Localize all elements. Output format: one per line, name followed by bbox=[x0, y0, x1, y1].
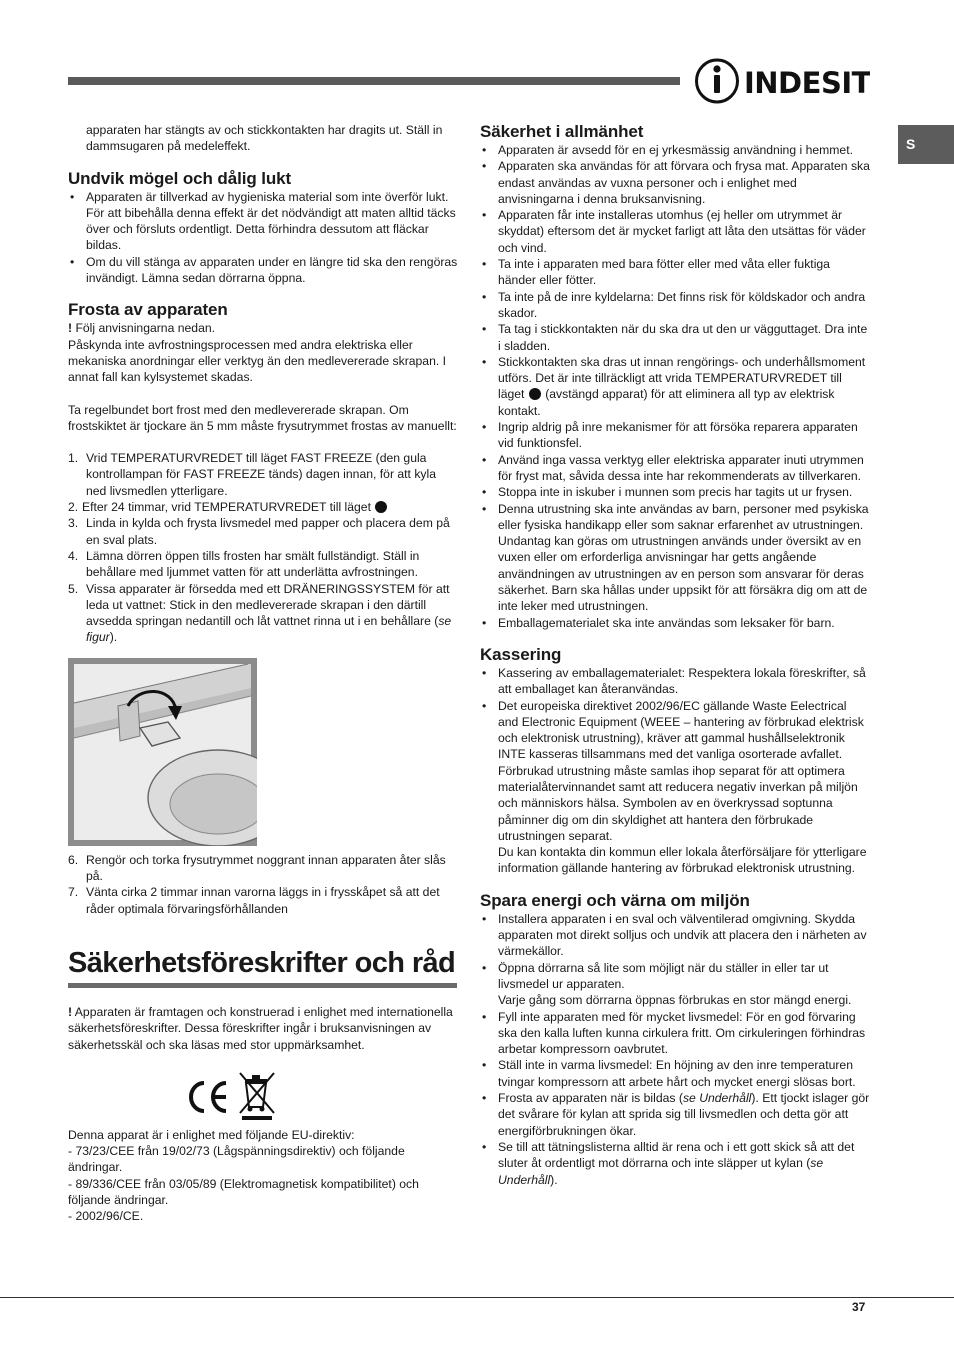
list-item: • Ställ inte in varma livsmedel: En höjning av den inre temperaturen tvingar kompressorn att arbete hårt och mycket energi slösas bort. bbox=[480, 1057, 870, 1090]
left-column bbox=[68, 122, 458, 1225]
list-item: • Kassering av emballagematerialet: Respektera lokala föreskrifter, så att emballaget kan återanvändas. bbox=[480, 665, 870, 698]
safety-title: Säkerhetsföreskrifter och råd bbox=[68, 946, 456, 979]
list-item: • Fyll inte apparaten med för mycket livsmedel: För en god förvaring ska den kalla luften kunna cirkulera fritt. Om cirkuleringen förhindras arbetar kompressorn oavbrutet. bbox=[480, 1009, 870, 1058]
directive-item: - 89/336/CEE från 03/05/89 (Elektromagnetisk kompatibilitet) och följande ändringar. bbox=[68, 1176, 419, 1207]
list-item: • Frosta av apparaten när is bildas (se Underhåll). Ett tjockt islager gör det svårare för kylan att sprida sig till livsmedlen och detta gör att energiförbrukningen ökar. bbox=[480, 1090, 870, 1139]
step-item: 1. Vrid TEMPERATURVREDET till läget FAST FREEZE (den gula kontrollampan för FAST FREEZE tänds) dagen innan, för att kyla ned livsmedlen ytterligare. bbox=[68, 451, 436, 498]
right-column bbox=[480, 122, 870, 1188]
step-item: 7. Vänta cirka 2 timmar innan varorna läggs in i frysskåpet så att det råder optimala förvaringsförhållanden bbox=[68, 885, 440, 916]
mold-heading: Undvik mögel och dålig lukt bbox=[68, 168, 292, 188]
language-tab: S bbox=[898, 125, 954, 164]
step-item: 3. Linda in kylda och frysta livsmedel med papper och placera dem på en sval plats. bbox=[68, 516, 450, 547]
disposal-heading: Kassering bbox=[480, 644, 562, 664]
defrost-warning: ! Följ anvisningarna nedan. bbox=[68, 321, 216, 336]
defrost-para-1: Påskynda inte avfrostningsprocessen med andra elektriska eller mekaniska anordningar eller verktyg än den medlevererade skrapan. I annat fall kan kylsystemet skadas. bbox=[68, 337, 447, 385]
step-item: 6. Rengör och torka frysutrymmet noggrant innan apparaten åter slås på. bbox=[68, 852, 446, 884]
page-number: 37 bbox=[852, 1300, 866, 1314]
step-item: 5. Vissa apparater är försedda med ett DRÄNERINGSSYSTEM för att leda ut vattnet: Stick in den medlevererade skrapan i den därtill avsedda springan nedantill och låt vattnet rinna ut i en behållare (se figur). bbox=[68, 581, 452, 645]
defrost-heading: Frosta av apparaten bbox=[68, 300, 228, 320]
svg-text:INDESIT: INDESIT bbox=[744, 66, 870, 100]
list-item: • Använd inga vassa verktyg eller elektriska apparater inuti utrymmen för fryst mat, såvida dessa inte har rekommenderats av tillverkaren. bbox=[480, 452, 870, 485]
directives-intro: Denna apparat är i enlighet med följande EU-direktiv: bbox=[68, 1127, 355, 1142]
warning-mark: ! bbox=[68, 321, 73, 336]
list-item: • Installera apparaten i en sval och välventilerad omgivning. Skydda apparaten mot direkt solljus och undvik att placera den i närheten av värmekällor. bbox=[480, 911, 870, 960]
list-item: • Det europeiska direktivet 2002/96/EC gällande Waste Eelectrical and Electronic Equipment (WEEE – hantering av förbrukad elektrisk och elektronisk utrustning), kräver att gammal hushållselektronik INTE kasseras tillsammans med det vanliga osorterade avfallet. Förbrukad utrustning måste samlas ihop separat för att optimera materialåtervinnandet samt att reducera negativ inverkan på miljön och människors hälsa. Symbolen av en överkryssad soptunna påminner dig om din skyldighet att hantera den förbrukade utrustningen separat. Du kan kontakta din kommun eller lokala återförsäljare för ytterligare information gällande hantering av förbrukad elektronisk utrustning. bbox=[480, 698, 870, 877]
defrost-steps bbox=[68, 450, 458, 646]
list-item: • Apparaten får inte installeras utomhus (ej heller om utrymmet är skyddat) eftersom det är mycket farligt att låta den utsättas för väder och vind. bbox=[480, 207, 870, 256]
list-item: • Ta tag i stickkontakten när du ska dra ut den ur vägguttaget. Dra inte i sladden. bbox=[480, 321, 870, 354]
step-item: 2. Efter 24 timmar, vrid TEMPERATURVREDET till läget bbox=[68, 499, 458, 515]
list-item: • Ingrip aldrig på inre mekanismer för att försöka reparera apparaten vid funktionsfel. bbox=[480, 419, 870, 452]
disposal-list bbox=[480, 665, 870, 877]
defrost-para-2: Ta regelbundet bort frost med den medlevererade skrapan. Om frostskiktet är tjockare än 5 mm måste frysutrymmet frostas av manuellt: bbox=[68, 402, 457, 433]
list-item: • Stoppa inte in iskuber i munnen som precis har tagits ut ur frysen. bbox=[480, 484, 870, 500]
compliance-marks bbox=[68, 1065, 458, 1123]
safety-intro: ! Apparaten är framtagen och konstruerad i enlighet med internationella säkerhetsföreskrifter. Dessa föreskrifter ingår i bruksanvisningen av säkerhetsskäl och ska läsas med stor uppmärksamhet. bbox=[68, 1004, 453, 1052]
list-item: • Apparaten ska användas för att förvara och frysa mat. Apparaten ska endast användas av vuxna personer och i enlighet med anvisningarna i denna bruksanvisning. bbox=[480, 158, 870, 207]
list-item: • Se till att tätningslisterna alltid är rena och i ett gott skick så att det sluter åt ordentligt mot dörrarna och inte släpper ut kylan (se Underhåll). bbox=[480, 1139, 870, 1188]
indesit-logo bbox=[694, 58, 870, 104]
list-item: • Öppna dörrarna så lite som möjligt när du ställer in eller tar ut livsmedel ur apparaten. Varje gång som dörrarna öppnas förbrukas en stor mängd energi. bbox=[480, 960, 870, 1009]
off-position-icon bbox=[375, 501, 387, 513]
intro-text: apparaten har stängts av och stickkontakten har dragits ut. Ställ in dammsugaren på medeleffekt. bbox=[86, 123, 443, 154]
list-item: • Apparaten är avsedd för en ej yrkesmässig användning i hemmet. bbox=[480, 142, 870, 158]
mold-list bbox=[68, 189, 458, 287]
list-item: • Ta inte i apparaten med bara fötter eller med våta eller fuktiga händer eller fötter. bbox=[480, 256, 870, 289]
energy-heading: Spara energi och värna om miljön bbox=[480, 890, 750, 910]
directive-item: - 2002/96/CE. bbox=[68, 1209, 144, 1224]
step-item: 4. Lämna dörren öppen tills frosten har smält fullständigt. Ställ in behållare med ljummet vatten för att underlätta avfrostningen. bbox=[68, 548, 420, 580]
directive-item: - 73/23/CEE från 19/02/73 (Lågspänningsdirektiv) och följande ändringar. bbox=[68, 1144, 405, 1175]
general-safety-heading: Säkerhet i allmänhet bbox=[480, 122, 644, 141]
list-item: • Denna utrustning ska inte användas av barn, personer med psykiska eller fysiska handikapp eller som saknar erfarenhet av utrustningen. Undantag kan göras om utrustningen används under översikt av en vuxen eller om erforderliga anvisningar har getts angående användningen av utrustningen av en person som ansvarar för deras säkerhet. Barn ska hållas under uppsikt för att försäkra dig om att de inte leker med utrustningen. bbox=[480, 501, 870, 615]
off-position-icon bbox=[529, 388, 541, 400]
defrost-steps-cont bbox=[68, 852, 458, 917]
footer-rule bbox=[0, 1297, 954, 1298]
drain-figure bbox=[68, 658, 257, 846]
energy-list bbox=[480, 911, 870, 1188]
list-item: • Apparaten är tillverkad av hygieniska material som inte överför lukt. För att bibehålla denna effekt är det nödvändigt att maten alltid täcks över och försluts ordentligt. Detta förhindra dessutom att fläckar bildas. bbox=[68, 189, 458, 254]
list-item: • Stickkontakten ska dras ut innan rengörings- och underhållsmoment utförs. Det är inte tillräckligt att vrida TEMPERATURVREDET till läget (avstängd apparat) för att eliminera all typ av elektrisk kontakt. bbox=[480, 354, 870, 419]
header-rule bbox=[68, 77, 680, 85]
list-item: • Om du vill stänga av apparaten under en längre tid ska den rengöras invändigt. Lämna sedan dörrarna öppna. bbox=[68, 254, 458, 287]
list-item: • Ta inte på de inre kyldelarna: Det finns risk för köldskador och andra skador. bbox=[480, 289, 870, 322]
general-safety-list bbox=[480, 142, 870, 631]
list-item: • Emballagematerialet ska inte användas som leksaker för barn. bbox=[480, 615, 870, 631]
